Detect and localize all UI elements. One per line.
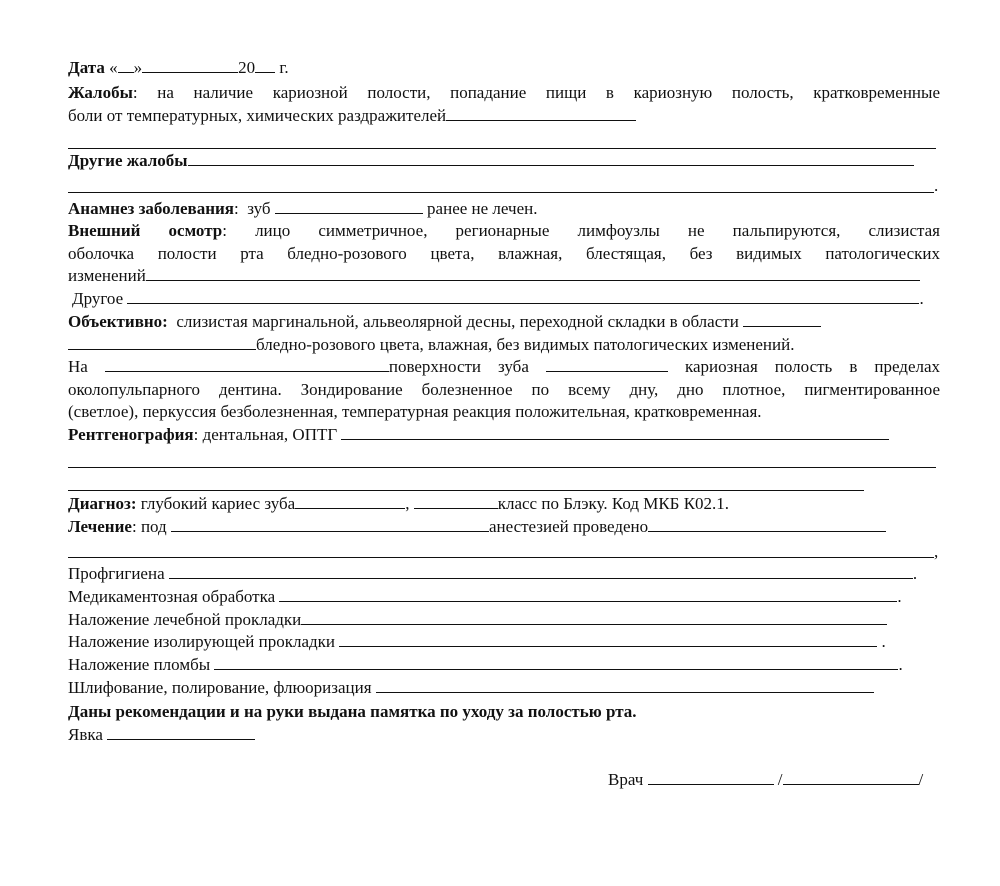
objective-label: Объективно: — [68, 312, 168, 331]
anesthesia-field[interactable] — [171, 517, 489, 532]
xray-field[interactable] — [341, 425, 889, 440]
diagnosis-comma: , — [405, 494, 410, 513]
slash-1: / — [777, 770, 783, 789]
medication-treatment-field[interactable] — [279, 587, 897, 602]
date-line — [68, 58, 289, 78]
diagnosis-class-field[interactable] — [414, 494, 498, 509]
recommendations-line — [68, 702, 637, 722]
objective-line2 — [68, 335, 794, 355]
external-exam-line2 — [68, 244, 940, 264]
doctor-name-field[interactable] — [783, 770, 919, 785]
objective-line3 — [68, 357, 940, 377]
treatment-under: под — [140, 517, 167, 536]
treatment-item-label: Медикаментозная обработка — [68, 587, 276, 606]
treatment-label: Лечение — [68, 517, 132, 536]
treatment-item-label: Наложение лечебной прокладки — [68, 610, 302, 629]
treatment-item-label: Профгигиена — [68, 564, 165, 583]
complaints-line1: Жалобы: на наличие кариозной полости, попадание пищи в кариозную полость, кратковременные — [68, 83, 940, 102]
other-line: Другое . — [72, 289, 924, 308]
doctor-label: Врач — [608, 770, 644, 789]
date-open-quote: « — [109, 58, 118, 77]
visit-field[interactable] — [107, 725, 255, 740]
treatment-item-1: Профгигиена . — [68, 564, 918, 583]
other-label: Другое — [72, 289, 124, 308]
anamnesis-before: зуб — [247, 199, 271, 218]
xray-value: дентальная, ОПТГ — [202, 425, 338, 444]
insulating-liner-field[interactable] — [339, 632, 877, 647]
anamnesis-after: ранее не лечен. — [427, 199, 538, 218]
objective-text-4: околопульпарного дентина. Зондирование болезненное по всему дну, дно плотное, пигментированное — [68, 380, 940, 399]
anamnesis-line: Анамнез заболевания: зуб ранее не лечен. — [68, 199, 538, 218]
date-day-field[interactable] — [118, 58, 134, 73]
recommendations-text: Даны рекомендации и на руки выдана памятка по уходу за полостью рта. — [68, 702, 637, 721]
diagnosis-line — [68, 494, 729, 514]
treatment-line: Лечение: под анестезией проведено — [68, 517, 886, 537]
slash-2: / — [918, 770, 924, 789]
xray-line: Рентгенография: дентальная, ОПТГ — [68, 425, 889, 445]
objective-line4 — [68, 380, 940, 400]
external-exam-text-3: изменений — [68, 266, 146, 285]
external-exam-text-1: лицо симметричное, регионарные лимфоузлы не пальпируются, слизистая — [255, 221, 940, 240]
treatment-item-label: Шлифование, полирование, флюоризация — [68, 678, 372, 697]
date-year-field[interactable] — [255, 58, 275, 73]
complaints-field[interactable] — [446, 106, 636, 121]
anamnesis-label: Анамнез заболевания — [68, 199, 235, 218]
prof-hygiene-field[interactable] — [169, 564, 913, 579]
therapeutic-liner-field[interactable] — [301, 610, 887, 625]
complaints-text-2: боли от температурных, химических раздражителей — [68, 106, 447, 125]
treatment-item-label: Наложение изолирующей прокладки — [68, 632, 336, 651]
external-exam-line3 — [68, 266, 920, 286]
doctor-signature-line — [608, 770, 923, 790]
other-complaints-line — [68, 151, 914, 171]
treatment-performed-field[interactable] — [648, 517, 886, 532]
external-exam-line1: Внешний осмотр: лицо симметричное, регионарные лимфоузлы не пальпируются, слизистая — [68, 221, 940, 240]
complaints-line2 — [68, 106, 636, 126]
treatment-item-label: Наложение пломбы — [68, 655, 211, 674]
objective-text-5: (светлое), перкуссия безболезненная, температурная реакция положительная, кратковременная. — [68, 402, 762, 421]
treatment-item-3 — [68, 610, 887, 630]
objective-surface-field[interactable] — [105, 357, 389, 372]
other-field[interactable] — [127, 289, 919, 304]
complaints-extra-line[interactable] — [68, 148, 936, 149]
diagnosis-tooth-field[interactable] — [295, 494, 405, 509]
date-label: Дата — [68, 58, 105, 77]
diagnosis-text: глубокий кариес зуба — [140, 494, 296, 513]
objective-on: На — [68, 357, 88, 376]
comma-mark: , — [934, 542, 939, 561]
objective-line1 — [68, 312, 821, 332]
date-year-suffix: г. — [279, 58, 289, 77]
objective-line5 — [68, 402, 762, 422]
external-exam-label: Внешний осмотр — [68, 221, 223, 240]
objective-area-field-2[interactable] — [68, 335, 256, 350]
date-year-prefix: 20 — [238, 58, 256, 77]
other-complaints-field[interactable] — [188, 151, 914, 166]
anamnesis-tooth-field[interactable] — [275, 199, 423, 214]
xray-extra-line-2[interactable] — [68, 490, 864, 491]
other-complaints-label: Другие жалобы — [68, 151, 188, 170]
period-mark: . — [934, 176, 939, 195]
objective-area-field[interactable] — [743, 312, 821, 327]
diagnosis-class: класс по Блэку. Код МКБ К02.1. — [497, 494, 730, 513]
xray-label: Рентгенография — [68, 425, 194, 444]
date-month-field[interactable] — [142, 58, 238, 73]
visit-label: Явка — [68, 725, 103, 744]
external-exam-field[interactable] — [146, 266, 920, 281]
filling-field[interactable] — [214, 655, 898, 670]
doctor-signature-field[interactable] — [648, 770, 774, 785]
treatment-item-6 — [68, 678, 874, 698]
treatment-item-2: Медикаментозная обработка . — [68, 587, 902, 606]
visit-line — [68, 725, 255, 745]
diagnosis-label: Диагноз: — [68, 494, 137, 513]
other-complaints-extra-line[interactable] — [68, 192, 934, 193]
objective-text-2: бледно-розового цвета, влажная, без видимых патологических изменений. — [256, 335, 795, 354]
objective-surface: поверхности зуба — [388, 357, 529, 376]
external-exam-text-2: оболочка полости рта бледно-розового цвета, влажная, блестящая, без видимых патологических — [68, 244, 940, 263]
complaints-text-1: на наличие кариозной полости, попадание пищи в кариозную полость, кратковременные — [157, 83, 940, 102]
complaints-label: Жалобы — [68, 83, 133, 102]
treatment-item-5: Наложение пломбы . — [68, 655, 903, 674]
objective-tooth-field[interactable] — [546, 357, 668, 372]
polishing-field[interactable] — [376, 678, 874, 693]
xray-extra-line-1[interactable] — [68, 467, 936, 468]
objective-text-1: слизистая маргинальной, альвеолярной десны, переходной складки в области — [176, 312, 739, 331]
treatment-extra-line[interactable] — [68, 557, 934, 558]
objective-cavity: кариозная полость в пределах — [684, 357, 941, 376]
treatment-anesthesia: анестезией проведено — [488, 517, 649, 536]
date-close-quote: » — [133, 58, 143, 77]
treatment-item-4: Наложение изолирующей прокладки . — [68, 632, 886, 651]
